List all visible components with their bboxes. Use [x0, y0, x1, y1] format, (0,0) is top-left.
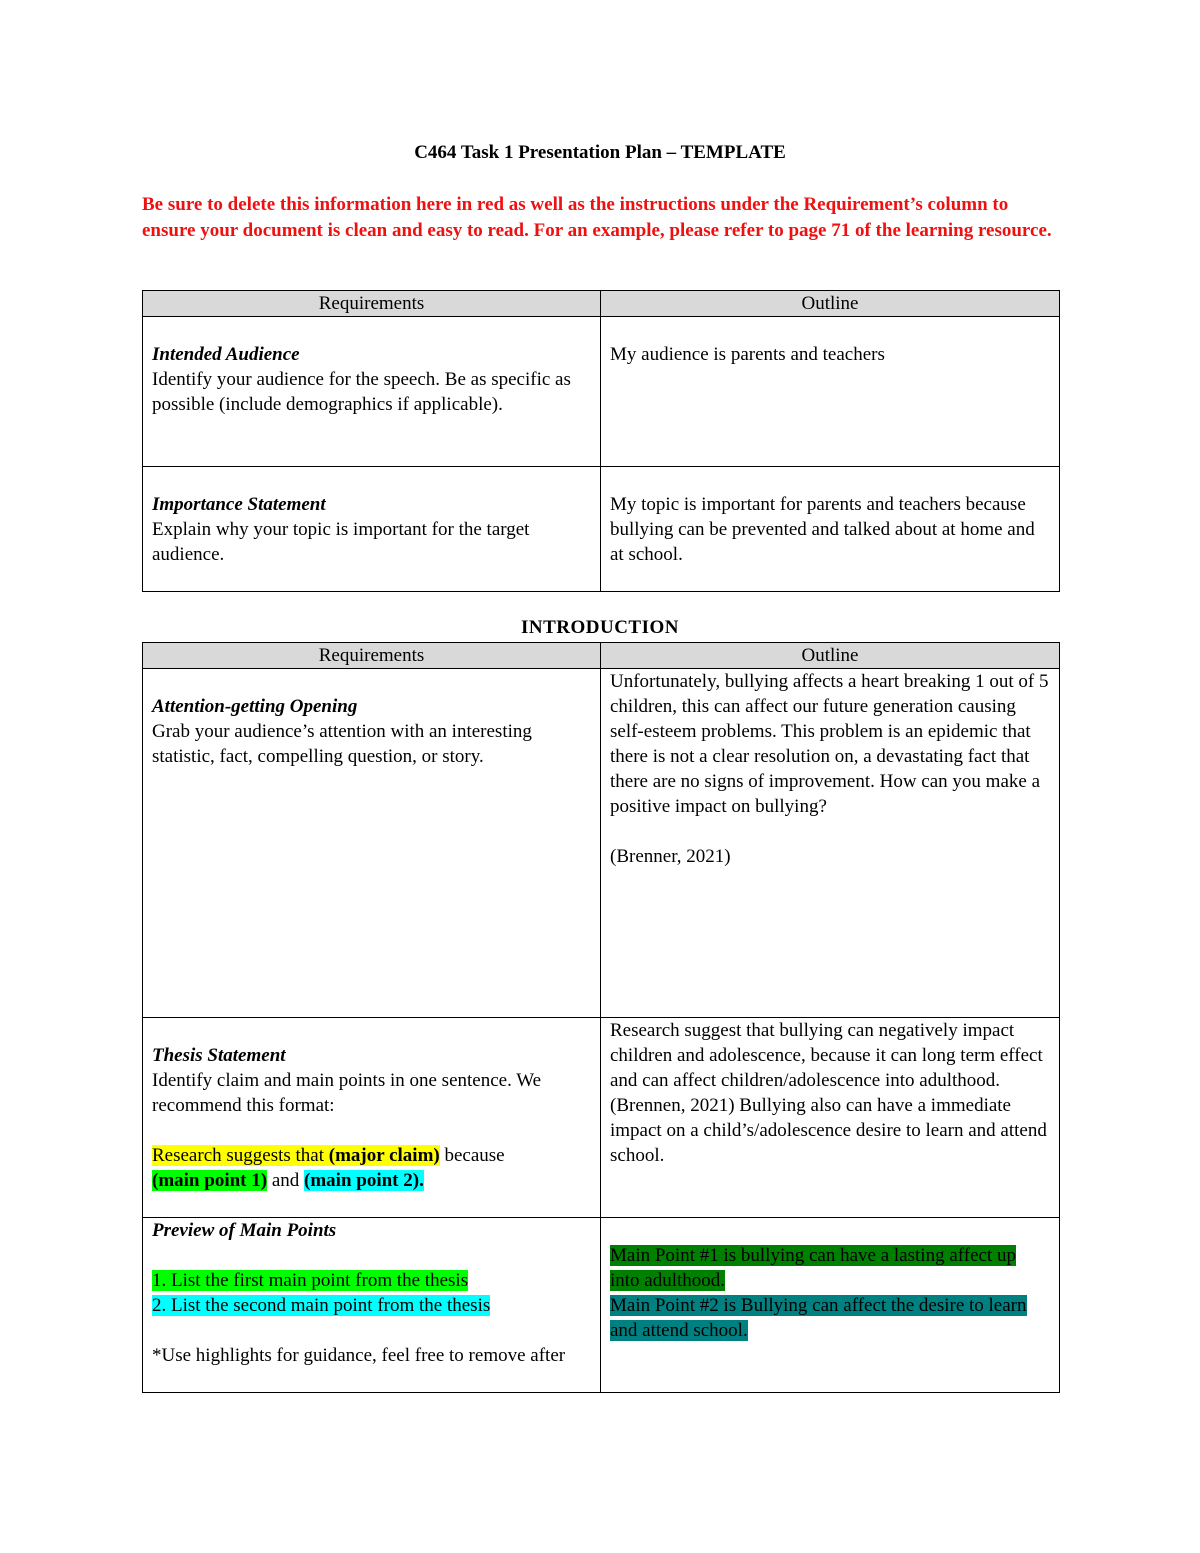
importance-outline-cell: [601, 467, 1060, 592]
outline-header: Outline: [601, 643, 1060, 669]
preview-item-1-text: 1. List the first main point from the thesis: [152, 1270, 469, 1291]
red-instructions: Be sure to delete this information here in red as well as the instructions under the Requirement’s column to ensure your document is clean and easy to read. For an example, please refer to page 71 of the learning resource.: [142, 194, 1052, 241]
preview-requirement-cell: [143, 1218, 601, 1393]
thesis-requirement-cell: [143, 1018, 601, 1218]
preview-outline-1-text: Main Point #1 is bullying can have a lasting affect up into adulthood.: [610, 1245, 1016, 1291]
audience-requirement-cell: [143, 317, 601, 467]
requirements-header: Requirements: [143, 291, 601, 317]
preview-item-2-text: 2. List the second main point from the thesis: [152, 1295, 491, 1316]
format-major-claim: (major claim): [328, 1145, 440, 1166]
outline-header: Outline: [601, 291, 1060, 317]
preview-item-1: [152, 1268, 591, 1293]
audience-outline: My audience is parents and teachers: [610, 344, 885, 365]
requirements-header: Requirements: [143, 643, 601, 669]
preview-outline-1: [610, 1243, 1050, 1293]
audience-heading: Intended Audience: [152, 344, 300, 365]
format-main-point-2: (main point 2).: [304, 1170, 424, 1191]
page-title: C464 Task 1 Presentation Plan – TEMPLATE: [414, 142, 786, 163]
audience-instructions: Identify your audience for the speech. Be as specific as possible (include demographics if applicable).: [152, 369, 571, 415]
audience-outline-cell: [601, 317, 1060, 467]
thesis-outline: Research suggest that bullying can negatively impact children and adolescence, because it can long term effect and can affect children/adolescence into adulthood. (Brennen, 2021) Bullying also can have a immediate impact on a child’s/adolescence desire to learn and attend school.: [610, 1020, 1047, 1166]
attention-heading: Attention-getting Opening: [152, 696, 358, 717]
plan-table: [142, 290, 1060, 592]
preview-heading: Preview of Main Points: [152, 1220, 337, 1241]
format-prefix: Research suggests that: [152, 1145, 329, 1166]
thesis-heading: Thesis Statement: [152, 1045, 286, 1066]
preview-outline-2: [610, 1293, 1050, 1343]
thesis-format: [152, 1143, 591, 1193]
importance-heading: Importance Statement: [152, 494, 326, 515]
introduction-heading: INTRODUCTION: [520, 617, 680, 638]
attention-instructions: Grab your audience’s attention with an interesting statistic, fact, compelling question, or story.: [152, 721, 532, 767]
preview-outline-2-text: Main Point #2 is Bullying can affect the desire to learn and attend school.: [610, 1295, 1027, 1341]
importance-outline: My topic is important for parents and teachers because bullying can be prevented and talked about at home and at school.: [610, 494, 1035, 565]
format-because: because: [439, 1145, 505, 1166]
preview-item-2: [152, 1293, 591, 1318]
preview-note: *Use highlights for guidance, feel free to remove after: [152, 1345, 566, 1366]
introduction-table: [142, 642, 1060, 1393]
thesis-instructions: Identify claim and main points in one sentence. We recommend this format:: [152, 1070, 542, 1116]
attention-outline: Unfortunately, bullying affects a heart breaking 1 out of 5 children, this can affect our future generation causing self-esteem problems. This problem is an epidemic that there is not a clear resolution on, a devastating fact that there are no signs of improvement. How can you make a positive impact on bullying?: [610, 671, 1049, 817]
attention-citation: (Brenner, 2021): [610, 846, 731, 867]
format-and: and: [267, 1170, 305, 1191]
attention-requirement-cell: [143, 669, 601, 1018]
attention-outline-cell: [601, 669, 1060, 1018]
format-main-point-1: (main point 1): [152, 1170, 268, 1191]
thesis-outline-cell: [601, 1018, 1060, 1218]
importance-instructions: Explain why your topic is important for the target audience.: [152, 519, 530, 565]
importance-requirement-cell: [143, 467, 601, 592]
preview-outline-cell: [601, 1218, 1060, 1393]
